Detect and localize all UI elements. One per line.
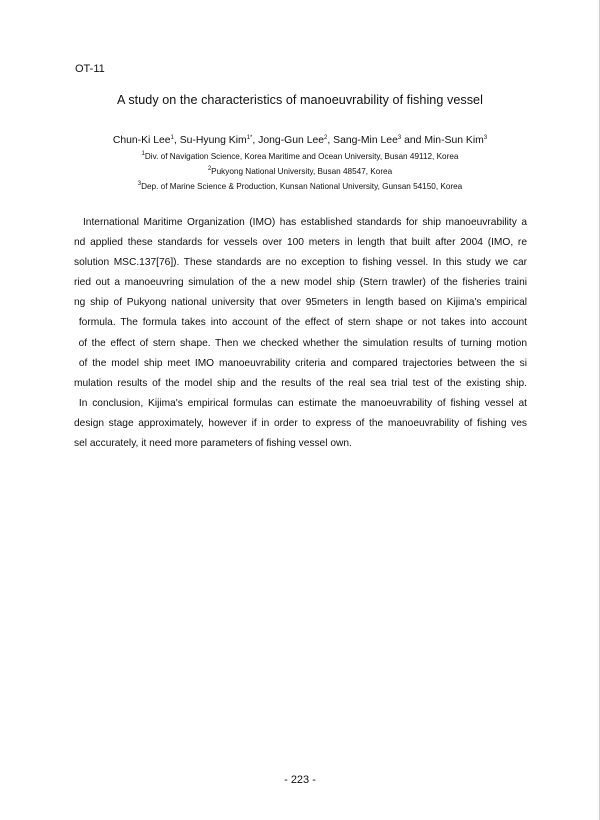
- author-name: Sang-Min Lee: [333, 135, 398, 146]
- author-affiliation-mark: 1*: [246, 135, 253, 141]
- author-affiliation-mark: 2: [324, 135, 328, 141]
- abstract-body: [74, 213, 527, 454]
- affiliation-text: Dep. of Marine Science & Production, Kunsan National University, Gunsan 54150, Korea: [141, 182, 463, 191]
- abstract-line: sel accurately, it need more parameters of fishing vessel own.: [74, 438, 352, 450]
- author-name: Min-Sun Kim: [424, 135, 484, 146]
- abstract-line: solution MSC.137[76]). These standards are no exception to fishing vessel. In this study we car: [74, 257, 527, 269]
- affiliation-mark: 1: [141, 151, 145, 157]
- paper-code: OT-11: [75, 63, 105, 75]
- author-name: Jong-Gun Lee: [258, 135, 325, 146]
- abstract-line: of the effect of stern shape. Then we checked whether the simulation results of turning motion: [74, 337, 527, 349]
- affiliation-text: Pukyong National University, Busan 48547, Korea: [211, 167, 393, 176]
- author-affiliation-mark: 1: [170, 135, 174, 141]
- page-number: - 223 -: [284, 774, 316, 786]
- affiliation: [0, 166, 600, 177]
- abstract-line: International Maritime Organization (IMO) has established standards for ship manoeuvrability a: [74, 217, 527, 228]
- abstract-line: ried out a manoeuvring simulation of the a new model ship (Stern trawler) of the fisheries traini: [74, 277, 527, 289]
- author-name: Su-Hyung Kim: [179, 135, 247, 146]
- author-separator: ,: [252, 135, 259, 146]
- author-separator: ,: [173, 135, 180, 146]
- author-name: Chun-Ki Lee: [112, 135, 171, 146]
- author-list: [0, 134, 600, 147]
- author-affiliation-mark: 3: [397, 135, 402, 141]
- paper-title: A study on the characteristics of manoeuvrability of fishing vessel: [117, 93, 483, 107]
- author-affiliation-mark: 3: [483, 135, 488, 141]
- author-separator: ,: [327, 135, 334, 146]
- abstract-line: nd applied these standards for vessels over 100 meters in length that built after 2004 (IMO, re: [74, 237, 527, 249]
- abstract-line: ng ship of Pukyong national university that over 95meters in length based on Kijima's empirical: [74, 297, 527, 309]
- abstract-line: formula. The formula takes into account of the effect of stern shape or not takes into account: [74, 317, 527, 329]
- author-separator: and: [401, 135, 425, 146]
- abstract-line: of the model ship meet IMO manoeuvrability criteria and compared trajectories between the si: [74, 357, 527, 369]
- affiliation-mark: 3: [137, 181, 142, 187]
- affiliation: [0, 181, 600, 192]
- affiliation-mark: 2: [207, 166, 212, 172]
- abstract-line: design stage approximately, however if in order to express of the manoeuvrability of fishing ves: [74, 417, 527, 429]
- abstract-line: In conclusion, Kijima's empirical formulas can estimate the manoeuvrability of fishing vessel at: [74, 397, 527, 409]
- affiliation-text: Div. of Navigation Science, Korea Maritime and Ocean University, Busan 49112, Korea: [144, 152, 459, 161]
- abstract-line: mulation results of the model ship and the results of the real sea trial test of the existing ship.: [74, 377, 527, 389]
- affiliation: [0, 151, 600, 162]
